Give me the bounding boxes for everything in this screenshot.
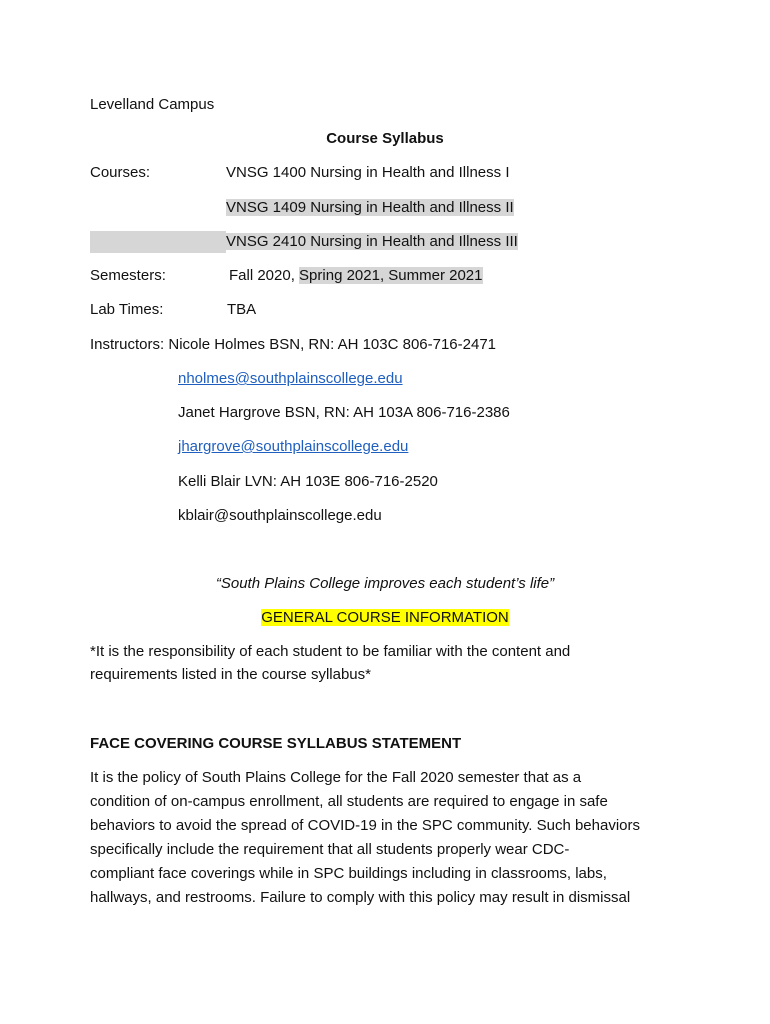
- semesters-value: [229, 265, 483, 287]
- semesters-highlight: Spring 2021, Summer 2021: [299, 267, 483, 284]
- instructor-2-email-link[interactable]: jhargrove@southplainscollege.edu: [178, 438, 409, 455]
- instructor-2-info: Janet Hargrove BSN, RN: AH 103A 806-716-2386: [178, 404, 510, 421]
- instructors-label: Instructors:: [90, 336, 165, 353]
- instructor-3-email: kblair@southplainscollege.edu: [178, 507, 382, 524]
- responsibility-line-1: *It is the responsibility of each student to be familiar with the content and: [90, 643, 571, 660]
- face-covering-line-6: hallways, and restrooms. Failure to comply with this policy may result in dismissal: [90, 889, 631, 906]
- instructor-3-info: Kelli Blair LVN: AH 103E 806-716-2520: [178, 473, 438, 490]
- lab-times-value: TBA: [227, 301, 257, 318]
- face-covering-heading: FACE COVERING COURSE SYLLABUS STATEMENT: [90, 735, 462, 752]
- course-item-3: VNSG 2410 Nursing in Health and Illness III: [226, 233, 518, 250]
- general-info-heading: GENERAL COURSE INFORMATION: [261, 609, 509, 626]
- instructor-1-email-link[interactable]: nholmes@southplainscollege.edu: [178, 370, 403, 387]
- highlight-bar: [90, 231, 226, 253]
- lab-times-label: Lab Times:: [90, 301, 164, 318]
- college-motto: “South Plains College improves each student’s life”: [215, 575, 555, 592]
- page-title: Course Syllabus: [326, 130, 444, 147]
- courses-label: Courses:: [90, 164, 151, 181]
- face-covering-line-5: compliant face coverings while in SPC buildings including in classrooms, labs,: [90, 865, 607, 882]
- responsibility-line-2: requirements listed in the course syllabus*: [90, 666, 371, 683]
- semesters-label: Semesters:: [90, 267, 166, 284]
- face-covering-line-3: behaviors to avoid the spread of COVID-19 in the SPC community. Such behaviors: [90, 817, 640, 834]
- face-covering-line-4: specifically include the requirement that all students properly wear CDC-: [90, 841, 570, 858]
- campus-name: Levelland Campus: [90, 96, 215, 113]
- course-item-1: VNSG 1400 Nursing in Health and Illness I: [226, 164, 510, 181]
- instructor-1-info: Nicole Holmes BSN, RN: AH 103C 806-716-2471: [168, 336, 497, 353]
- course-item-2: VNSG 1409 Nursing in Health and Illness II: [226, 199, 514, 216]
- face-covering-line-1: It is the policy of South Plains College for the Fall 2020 semester that as a: [90, 769, 582, 786]
- instructors-row: [90, 334, 496, 356]
- face-covering-line-2: condition of on-campus enrollment, all students are required to engage in safe: [90, 793, 608, 810]
- semesters-plain: Fall 2020,: [229, 267, 300, 284]
